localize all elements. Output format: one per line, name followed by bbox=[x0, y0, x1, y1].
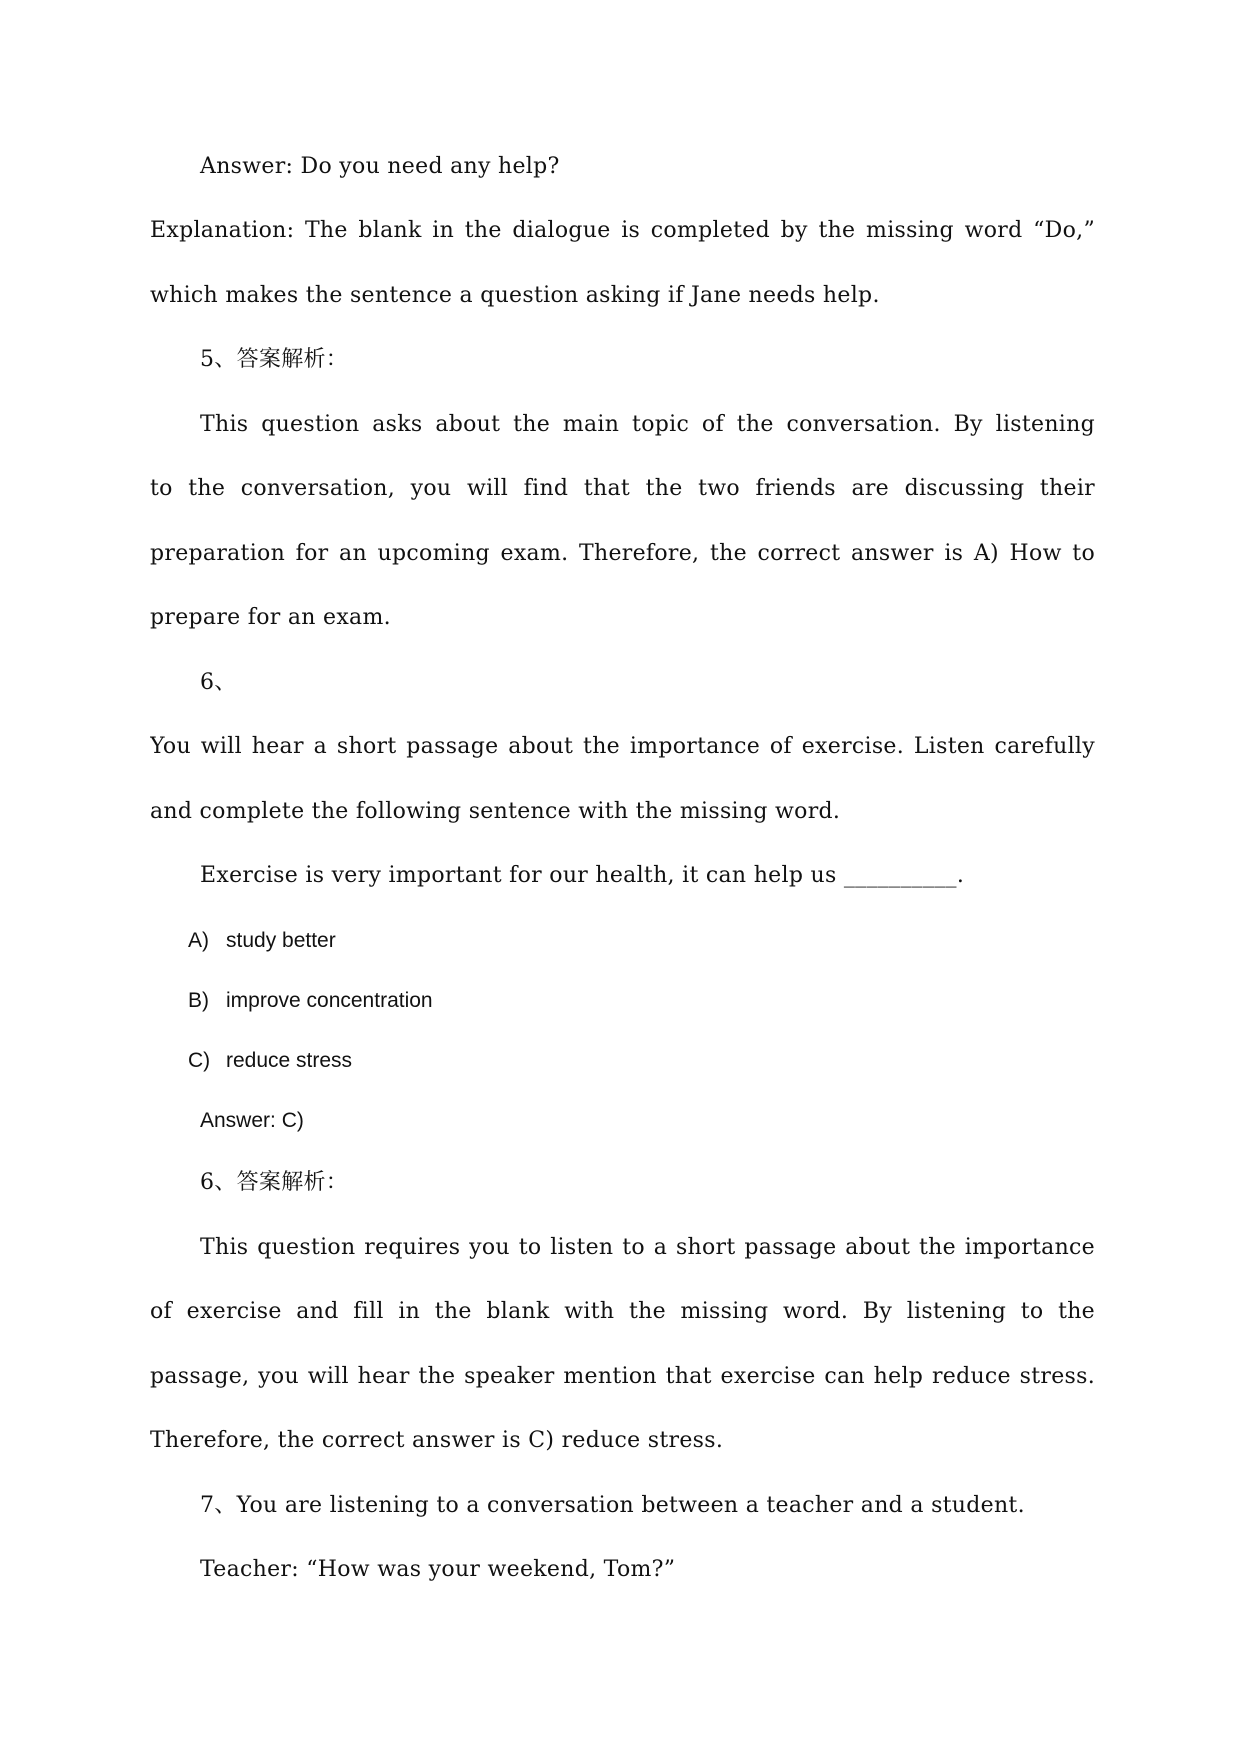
question-7-intro: 7、You are listening to a conversation between a teacher and a student. bbox=[200, 1493, 1025, 1518]
explanation-line-1: Explanation: The blank in the dialogue is completed by the missing word “Do,” bbox=[150, 218, 1095, 243]
question-6-sentence: Exercise is very important for our health, it can help us __________. bbox=[200, 863, 965, 888]
question-number-6: 6、 bbox=[200, 670, 237, 695]
paragraph-5-line-3: preparation for an upcoming exam. Therefore, the correct answer is A) How to bbox=[150, 541, 1095, 566]
option-letter: A) bbox=[188, 929, 209, 952]
section-heading-5: 5、答案解析： bbox=[200, 347, 349, 372]
question-6-line-2: and complete the following sentence with the missing word. bbox=[150, 799, 841, 824]
option-a bbox=[188, 926, 1133, 956]
paragraph-6-line-2: of exercise and fill in the blank with the missing word. By listening to the bbox=[150, 1299, 1095, 1324]
option-letter: C) bbox=[188, 1049, 211, 1072]
paragraph-6-line-1: This question requires you to listen to a short passage about the importance bbox=[200, 1235, 1095, 1260]
option-text: reduce stress bbox=[226, 1049, 353, 1072]
option-text: improve concentration bbox=[226, 989, 433, 1012]
paragraph-6-line-3: passage, you will hear the speaker mention that exercise can help reduce stress. bbox=[150, 1364, 1095, 1389]
question-6-line-1: You will hear a short passage about the importance of exercise. Listen carefully bbox=[150, 734, 1095, 759]
paragraph-5-line-1: This question asks about the main topic of the conversation. By listening bbox=[200, 412, 1095, 437]
section-heading-6: 6、答案解析： bbox=[200, 1170, 349, 1195]
option-b bbox=[188, 986, 1133, 1016]
option-c bbox=[188, 1046, 1133, 1076]
paragraph-6-line-4: Therefore, the correct answer is C) reduce stress. bbox=[150, 1428, 724, 1453]
paragraph-5-line-2: to the conversation, you will find that the two friends are discussing their bbox=[150, 476, 1095, 501]
explanation-line-2: which makes the sentence a question asking if Jane needs help. bbox=[150, 283, 880, 308]
answer-line-q6: Answer: C) bbox=[200, 1109, 304, 1132]
option-text: study better bbox=[226, 929, 336, 952]
question-7-dialogue: Teacher: “How was your weekend, Tom?” bbox=[200, 1557, 676, 1582]
option-letter: B) bbox=[188, 989, 209, 1012]
answer-line-q4: Answer: Do you need any help? bbox=[200, 154, 560, 179]
paragraph-5-line-4: prepare for an exam. bbox=[150, 605, 391, 630]
